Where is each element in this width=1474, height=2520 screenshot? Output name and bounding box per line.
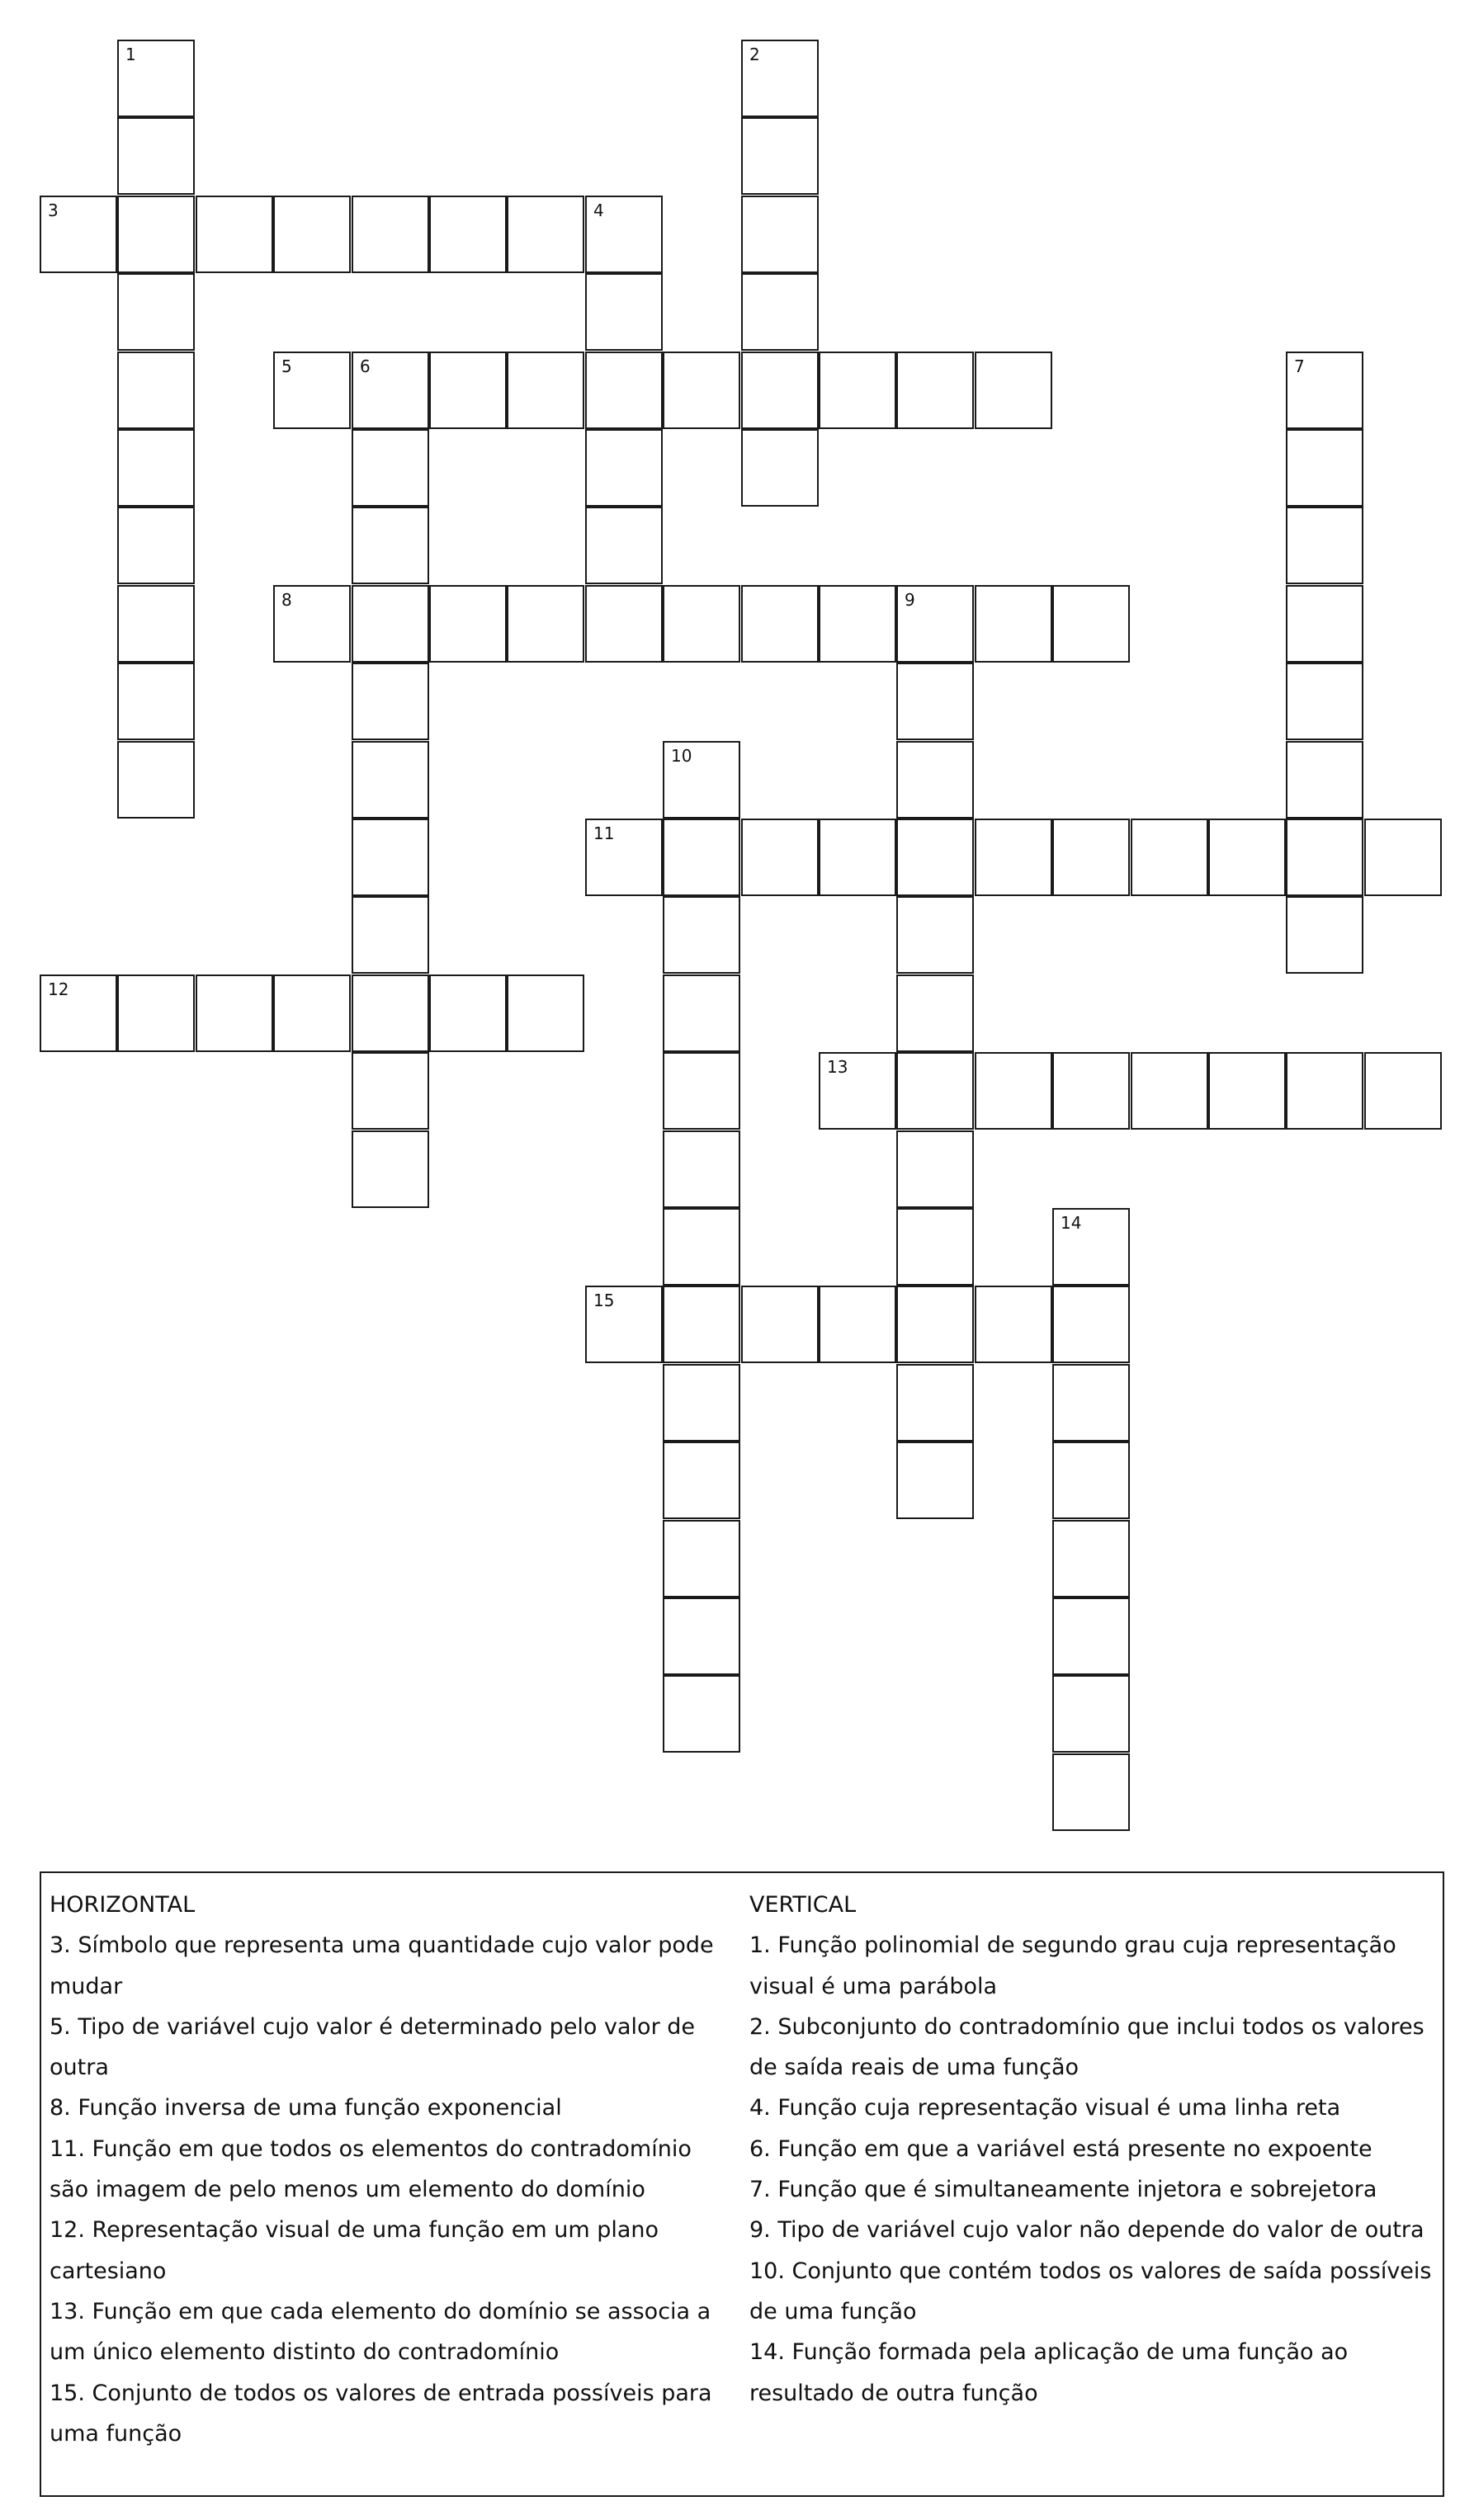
grid-cell[interactable] bbox=[507, 196, 584, 273]
grid-cell[interactable] bbox=[1052, 1675, 1130, 1753]
grid-cell[interactable] bbox=[352, 429, 429, 507]
grid-cell[interactable] bbox=[741, 117, 819, 195]
grid-cell[interactable] bbox=[741, 40, 819, 117]
grid-cell[interactable] bbox=[1052, 1286, 1130, 1363]
grid-cell[interactable] bbox=[1286, 429, 1363, 507]
grid-cell[interactable] bbox=[352, 819, 429, 896]
grid-cell[interactable] bbox=[273, 352, 351, 429]
grid-cell[interactable] bbox=[1052, 1364, 1130, 1442]
clue-number-15: 15 bbox=[593, 1291, 615, 1310]
clue-number-2: 2 bbox=[749, 45, 760, 64]
grid-cell[interactable] bbox=[741, 819, 819, 896]
grid-cell[interactable] bbox=[352, 1052, 429, 1130]
grid-cell[interactable] bbox=[1052, 585, 1130, 663]
down-header: VERTICAL bbox=[749, 1892, 857, 1918]
grid-cell[interactable] bbox=[663, 1208, 740, 1286]
grid-cell[interactable] bbox=[663, 1442, 740, 1519]
grid-cell[interactable] bbox=[1286, 352, 1363, 429]
across-header: HORIZONTAL bbox=[50, 1892, 196, 1918]
grid-cell[interactable] bbox=[117, 196, 195, 273]
grid-cell[interactable] bbox=[896, 1286, 974, 1363]
clue-down-10: 10. Conjunto que contém todos os valores de saída possíveis de uma função bbox=[749, 2258, 1432, 2324]
clue-number-14: 14 bbox=[1061, 1213, 1082, 1233]
grid-cell[interactable] bbox=[819, 1286, 896, 1363]
grid-cell[interactable] bbox=[117, 273, 195, 351]
grid-cell[interactable] bbox=[896, 1052, 974, 1130]
grid-cell[interactable] bbox=[975, 819, 1052, 896]
clue-number-1: 1 bbox=[125, 45, 136, 64]
grid-cell[interactable] bbox=[507, 974, 584, 1052]
clue-across-3: 3. Símbolo que representa uma quantidade cujo valor pode mudar bbox=[50, 1932, 714, 1999]
clue-number-4: 4 bbox=[593, 201, 604, 220]
grid-cell[interactable] bbox=[819, 585, 896, 663]
grid-cell[interactable] bbox=[273, 196, 351, 273]
clue-down-2: 2. Subconjunto do contradomínio que inclui todos os valores de saída reais de uma função bbox=[749, 2013, 1424, 2081]
grid-cell[interactable] bbox=[975, 1052, 1052, 1130]
grid-cell[interactable] bbox=[741, 352, 819, 429]
grid-cell[interactable] bbox=[196, 974, 273, 1052]
down-clues bbox=[749, 1885, 1439, 2414]
grid-cell[interactable] bbox=[585, 196, 663, 273]
grid-cell[interactable] bbox=[429, 352, 507, 429]
grid-cell[interactable] bbox=[507, 585, 584, 663]
clue-number-3: 3 bbox=[48, 201, 59, 220]
grid-cell[interactable] bbox=[352, 352, 429, 429]
grid-cell[interactable] bbox=[117, 429, 195, 507]
grid-cell[interactable] bbox=[663, 1364, 740, 1442]
grid-cell[interactable] bbox=[117, 741, 195, 819]
grid-cell[interactable] bbox=[117, 352, 195, 429]
grid-cell[interactable] bbox=[352, 585, 429, 663]
clue-across-12: 12. Representação visual de uma função em um plano cartesiano bbox=[50, 2217, 659, 2284]
grid-cell[interactable] bbox=[896, 1208, 974, 1286]
grid-cell[interactable] bbox=[741, 273, 819, 351]
grid-cell[interactable] bbox=[1364, 819, 1442, 896]
grid-cell[interactable] bbox=[663, 819, 740, 896]
grid-cell[interactable] bbox=[1052, 1442, 1130, 1519]
clue-down-6: 6. Função em que a variável está presente no expoente bbox=[749, 2135, 1372, 2162]
grid-cell[interactable] bbox=[429, 974, 507, 1052]
grid-cell[interactable] bbox=[1052, 1597, 1130, 1675]
grid-cell[interactable] bbox=[40, 196, 117, 273]
grid-cell[interactable] bbox=[819, 819, 896, 896]
grid-cell[interactable] bbox=[273, 585, 351, 663]
clue-down-4: 4. Função cuja representação visual é uma linha reta bbox=[749, 2095, 1341, 2121]
grid-cell[interactable] bbox=[352, 1130, 429, 1208]
grid-cell[interactable] bbox=[352, 196, 429, 273]
grid-cell[interactable] bbox=[663, 1675, 740, 1753]
grid-cell[interactable] bbox=[1052, 819, 1130, 896]
grid-cell[interactable] bbox=[896, 741, 974, 819]
grid-cell[interactable] bbox=[975, 1286, 1052, 1363]
clue-number-5: 5 bbox=[281, 356, 292, 376]
grid-cell[interactable] bbox=[741, 196, 819, 273]
grid-cell[interactable] bbox=[1286, 1052, 1363, 1130]
grid-cell[interactable] bbox=[117, 40, 195, 117]
grid-cell[interactable] bbox=[1364, 1052, 1442, 1130]
clue-across-13: 13. Função em que cada elemento do domínio se associa a um único elemento distinto do contradomínio bbox=[50, 2298, 711, 2366]
grid-cell[interactable] bbox=[1286, 507, 1363, 584]
clue-across-5: 5. Tipo de variável cujo valor é determinado pelo valor de outra bbox=[50, 2013, 696, 2081]
grid-cell[interactable] bbox=[117, 663, 195, 740]
grid-cell[interactable] bbox=[1052, 1753, 1130, 1831]
grid-cell[interactable] bbox=[1286, 819, 1363, 896]
grid-cell[interactable] bbox=[663, 1597, 740, 1675]
grid-cell[interactable] bbox=[663, 585, 740, 663]
grid-cell[interactable] bbox=[663, 1286, 740, 1363]
grid-cell[interactable] bbox=[1286, 585, 1363, 663]
grid-cell[interactable] bbox=[896, 352, 974, 429]
grid-cell[interactable] bbox=[896, 819, 974, 896]
clue-down-1: 1. Função polinomial de segundo grau cuja representação visual é uma parábola bbox=[749, 1932, 1396, 1999]
clue-number-10: 10 bbox=[671, 746, 692, 766]
grid-cell[interactable] bbox=[117, 507, 195, 584]
grid-cell[interactable] bbox=[352, 507, 429, 584]
grid-cell[interactable] bbox=[585, 273, 663, 351]
grid-cell[interactable] bbox=[117, 585, 195, 663]
clue-number-11: 11 bbox=[593, 823, 615, 843]
grid-cell[interactable] bbox=[429, 585, 507, 663]
clue-across-15: 15. Conjunto de todos os valores de entrada possíveis para uma função bbox=[50, 2380, 712, 2447]
grid-cell[interactable] bbox=[1286, 741, 1363, 819]
grid-cell[interactable] bbox=[117, 974, 195, 1052]
grid-cell[interactable] bbox=[352, 896, 429, 974]
grid-cell[interactable] bbox=[585, 507, 663, 584]
grid-cell[interactable] bbox=[896, 896, 974, 974]
grid-cell[interactable] bbox=[741, 1286, 819, 1363]
clue-number-8: 8 bbox=[281, 590, 292, 610]
grid-cell[interactable] bbox=[1131, 1052, 1208, 1130]
clue-down-9: 9. Tipo de variável cujo valor não depende do valor de outra bbox=[749, 2217, 1424, 2244]
grid-cell[interactable] bbox=[117, 117, 195, 195]
grid-cell[interactable] bbox=[1286, 896, 1363, 974]
grid-cell[interactable] bbox=[663, 1052, 740, 1130]
grid-cell[interactable] bbox=[585, 819, 663, 896]
grid-cell[interactable] bbox=[1208, 1052, 1286, 1130]
grid-cell[interactable] bbox=[741, 429, 819, 507]
clues-panel bbox=[40, 1871, 1444, 2497]
clue-across-8: 8. Função inversa de uma função exponencial bbox=[50, 2095, 562, 2121]
across-clues bbox=[50, 1885, 736, 2454]
grid-cell[interactable] bbox=[352, 663, 429, 740]
grid-cell[interactable] bbox=[663, 352, 740, 429]
grid-cell[interactable] bbox=[896, 1442, 974, 1519]
grid-cell[interactable] bbox=[896, 1130, 974, 1208]
grid-cell[interactable] bbox=[663, 974, 740, 1052]
grid-cell[interactable] bbox=[507, 352, 584, 429]
grid-cell[interactable] bbox=[896, 585, 974, 663]
clue-number-9: 9 bbox=[905, 590, 915, 610]
grid-cell[interactable] bbox=[1131, 819, 1208, 896]
grid-cell[interactable] bbox=[896, 974, 974, 1052]
grid-cell[interactable] bbox=[585, 429, 663, 507]
grid-cell[interactable] bbox=[663, 1130, 740, 1208]
clue-down-14: 14. Função formada pela aplicação de uma função ao resultado de outra função bbox=[749, 2339, 1349, 2406]
clue-number-12: 12 bbox=[48, 979, 69, 999]
grid-cell[interactable] bbox=[1052, 1052, 1130, 1130]
grid-cell[interactable] bbox=[585, 1286, 663, 1363]
grid-cell[interactable] bbox=[1286, 663, 1363, 740]
grid-cell[interactable] bbox=[1208, 819, 1286, 896]
grid-cell[interactable] bbox=[975, 352, 1052, 429]
grid-cell[interactable] bbox=[819, 1052, 896, 1130]
grid-cell[interactable] bbox=[196, 196, 273, 273]
clue-number-6: 6 bbox=[360, 356, 371, 376]
grid-cell[interactable] bbox=[663, 741, 740, 819]
grid-cell[interactable] bbox=[663, 896, 740, 974]
clue-number-13: 13 bbox=[827, 1057, 848, 1077]
grid-cell[interactable] bbox=[819, 352, 896, 429]
grid-cell[interactable] bbox=[896, 663, 974, 740]
grid-cell[interactable] bbox=[1052, 1520, 1130, 1597]
grid-cell[interactable] bbox=[1052, 1208, 1130, 1286]
grid-cell[interactable] bbox=[40, 974, 117, 1052]
clue-number-7: 7 bbox=[1294, 356, 1305, 376]
grid-cell[interactable] bbox=[273, 974, 351, 1052]
grid-cell[interactable] bbox=[429, 196, 507, 273]
grid-cell[interactable] bbox=[663, 1520, 740, 1597]
clue-across-11: 11. Função em que todos os elementos do contradomínio são imagem de pelo menos um elemento do domínio bbox=[50, 2135, 692, 2203]
clue-down-7: 7. Função que é simultaneamente injetora e sobrejetora bbox=[749, 2177, 1377, 2203]
grid-cell[interactable] bbox=[352, 741, 429, 819]
grid-cell[interactable] bbox=[741, 585, 819, 663]
grid-cell[interactable] bbox=[975, 585, 1052, 663]
grid-cell[interactable] bbox=[352, 974, 429, 1052]
grid-cell[interactable] bbox=[585, 585, 663, 663]
grid-cell[interactable] bbox=[585, 352, 663, 429]
grid-cell[interactable] bbox=[896, 1364, 974, 1442]
